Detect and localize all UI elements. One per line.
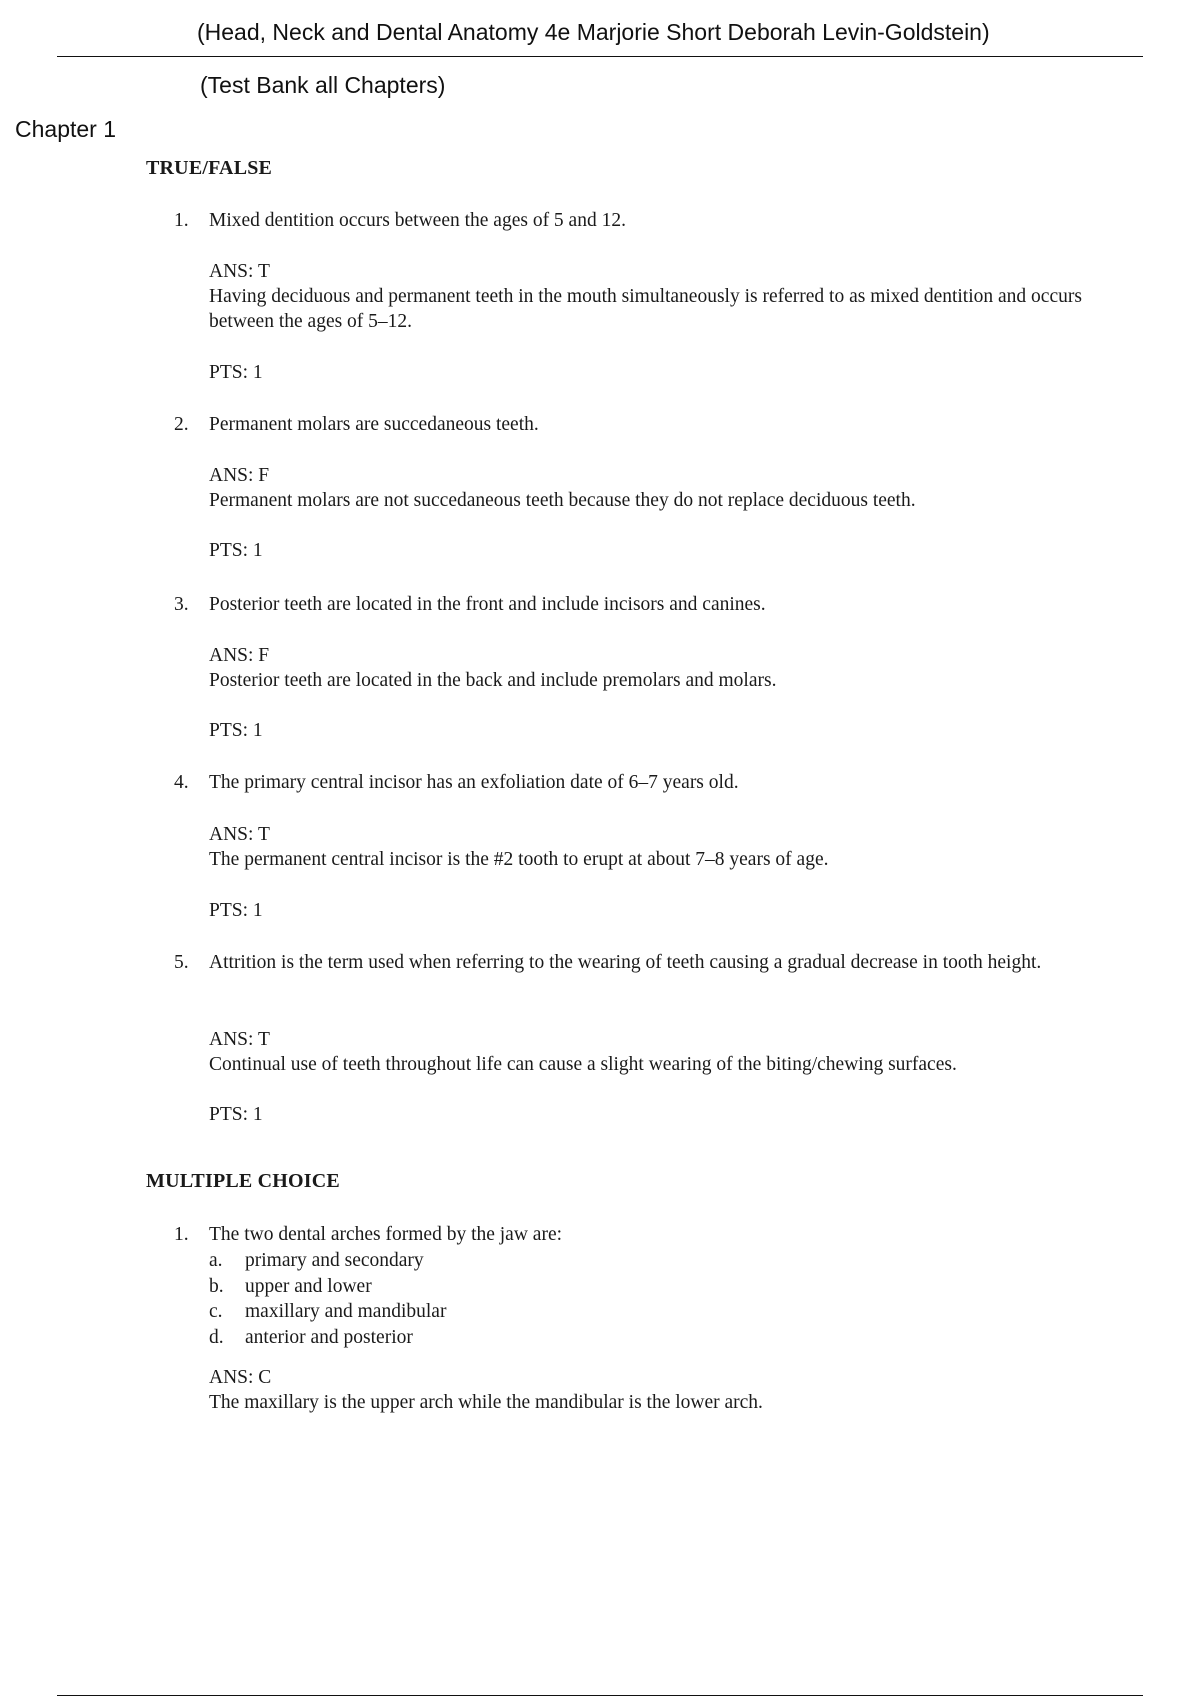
- answer-explanation: Having deciduous and permanent teeth in the mouth simultaneously is referred to as mixed dentition and occurs between the ages of 5–12.: [209, 286, 1082, 332]
- question-item: [174, 1222, 1104, 1248]
- answer-key: ANS: T: [209, 824, 270, 845]
- points-label: PTS: 1: [209, 900, 263, 921]
- option-d: [209, 1325, 446, 1351]
- option-letter: a.: [209, 1250, 223, 1271]
- question-item: [174, 412, 1104, 438]
- question-number: 1.: [174, 210, 189, 231]
- question-text: Mixed dentition occurs between the ages of 5 and 12.: [209, 210, 626, 231]
- chapter-heading: Chapter 1: [15, 116, 117, 142]
- question-number: 1.: [174, 1224, 189, 1245]
- answer-options: [209, 1248, 446, 1350]
- header-rule: [57, 56, 1143, 57]
- question-item: [174, 950, 1104, 976]
- answer-key: ANS: C: [209, 1367, 272, 1388]
- question-item: [174, 770, 1104, 796]
- answer-key: ANS: T: [209, 1029, 270, 1050]
- option-a: [209, 1248, 446, 1274]
- section-heading-multiple-choice: MULTIPLE CHOICE: [146, 1170, 340, 1192]
- option-text: maxillary and mandibular: [245, 1301, 447, 1322]
- question-text: The two dental arches formed by the jaw are:: [209, 1224, 563, 1245]
- answer-explanation: Permanent molars are not succedaneous teeth because they do not replace deciduous teeth.: [209, 490, 916, 511]
- question-item: [174, 208, 1104, 234]
- answer-block: [209, 822, 1109, 872]
- question-number: 5.: [174, 952, 189, 973]
- answer-block: [209, 1027, 1109, 1077]
- footer-rule: [57, 1695, 1143, 1696]
- answer-key: ANS: F: [209, 645, 270, 666]
- answer-key: ANS: F: [209, 465, 270, 486]
- document-title: (Head, Neck and Dental Anatomy 4e Marjorie Short Deborah Levin-Goldstein): [197, 19, 990, 45]
- section-heading-true-false: TRUE/FALSE: [146, 157, 273, 179]
- option-b: [209, 1274, 446, 1300]
- option-text: primary and secondary: [245, 1250, 424, 1271]
- option-letter: c.: [209, 1301, 223, 1322]
- question-text: Attrition is the term used when referring to the wearing of teeth causing a gradual decrease in tooth height.: [209, 952, 1042, 973]
- option-c: [209, 1299, 446, 1325]
- option-text: upper and lower: [245, 1275, 372, 1297]
- answer-explanation: Continual use of teeth throughout life can cause a slight wearing of the biting/chewing surfaces.: [209, 1054, 957, 1075]
- question-text: Permanent molars are succedaneous teeth.: [209, 414, 539, 435]
- answer-key: ANS: T: [209, 261, 270, 282]
- answer-block: [209, 643, 1109, 693]
- points-label: PTS: 1: [209, 1104, 263, 1125]
- points-label: PTS: 1: [209, 540, 263, 561]
- option-letter: b.: [209, 1275, 224, 1297]
- question-text: Posterior teeth are located in the front and include incisors and canines.: [209, 594, 766, 615]
- points-label: PTS: 1: [209, 720, 263, 741]
- answer-block: [209, 463, 1109, 513]
- question-item: [174, 592, 1104, 618]
- answer-block: [209, 1365, 1109, 1415]
- question-number: 2.: [174, 414, 189, 435]
- answer-block: [209, 259, 1109, 334]
- question-number: 3.: [174, 594, 189, 615]
- answer-explanation: The permanent central incisor is the #2 tooth to erupt at about 7–8 years of age.: [209, 849, 829, 870]
- option-text: anterior and posterior: [245, 1326, 413, 1348]
- answer-explanation: The maxillary is the upper arch while the mandibular is the lower arch.: [209, 1392, 763, 1413]
- question-text: The primary central incisor has an exfoliation date of 6–7 years old.: [209, 772, 739, 793]
- answer-explanation: Posterior teeth are located in the back and include premolars and molars.: [209, 670, 777, 691]
- points-label: PTS: 1: [209, 362, 263, 383]
- question-number: 4.: [174, 772, 189, 793]
- option-letter: d.: [209, 1326, 224, 1348]
- document-subtitle: (Test Bank all Chapters): [200, 72, 446, 98]
